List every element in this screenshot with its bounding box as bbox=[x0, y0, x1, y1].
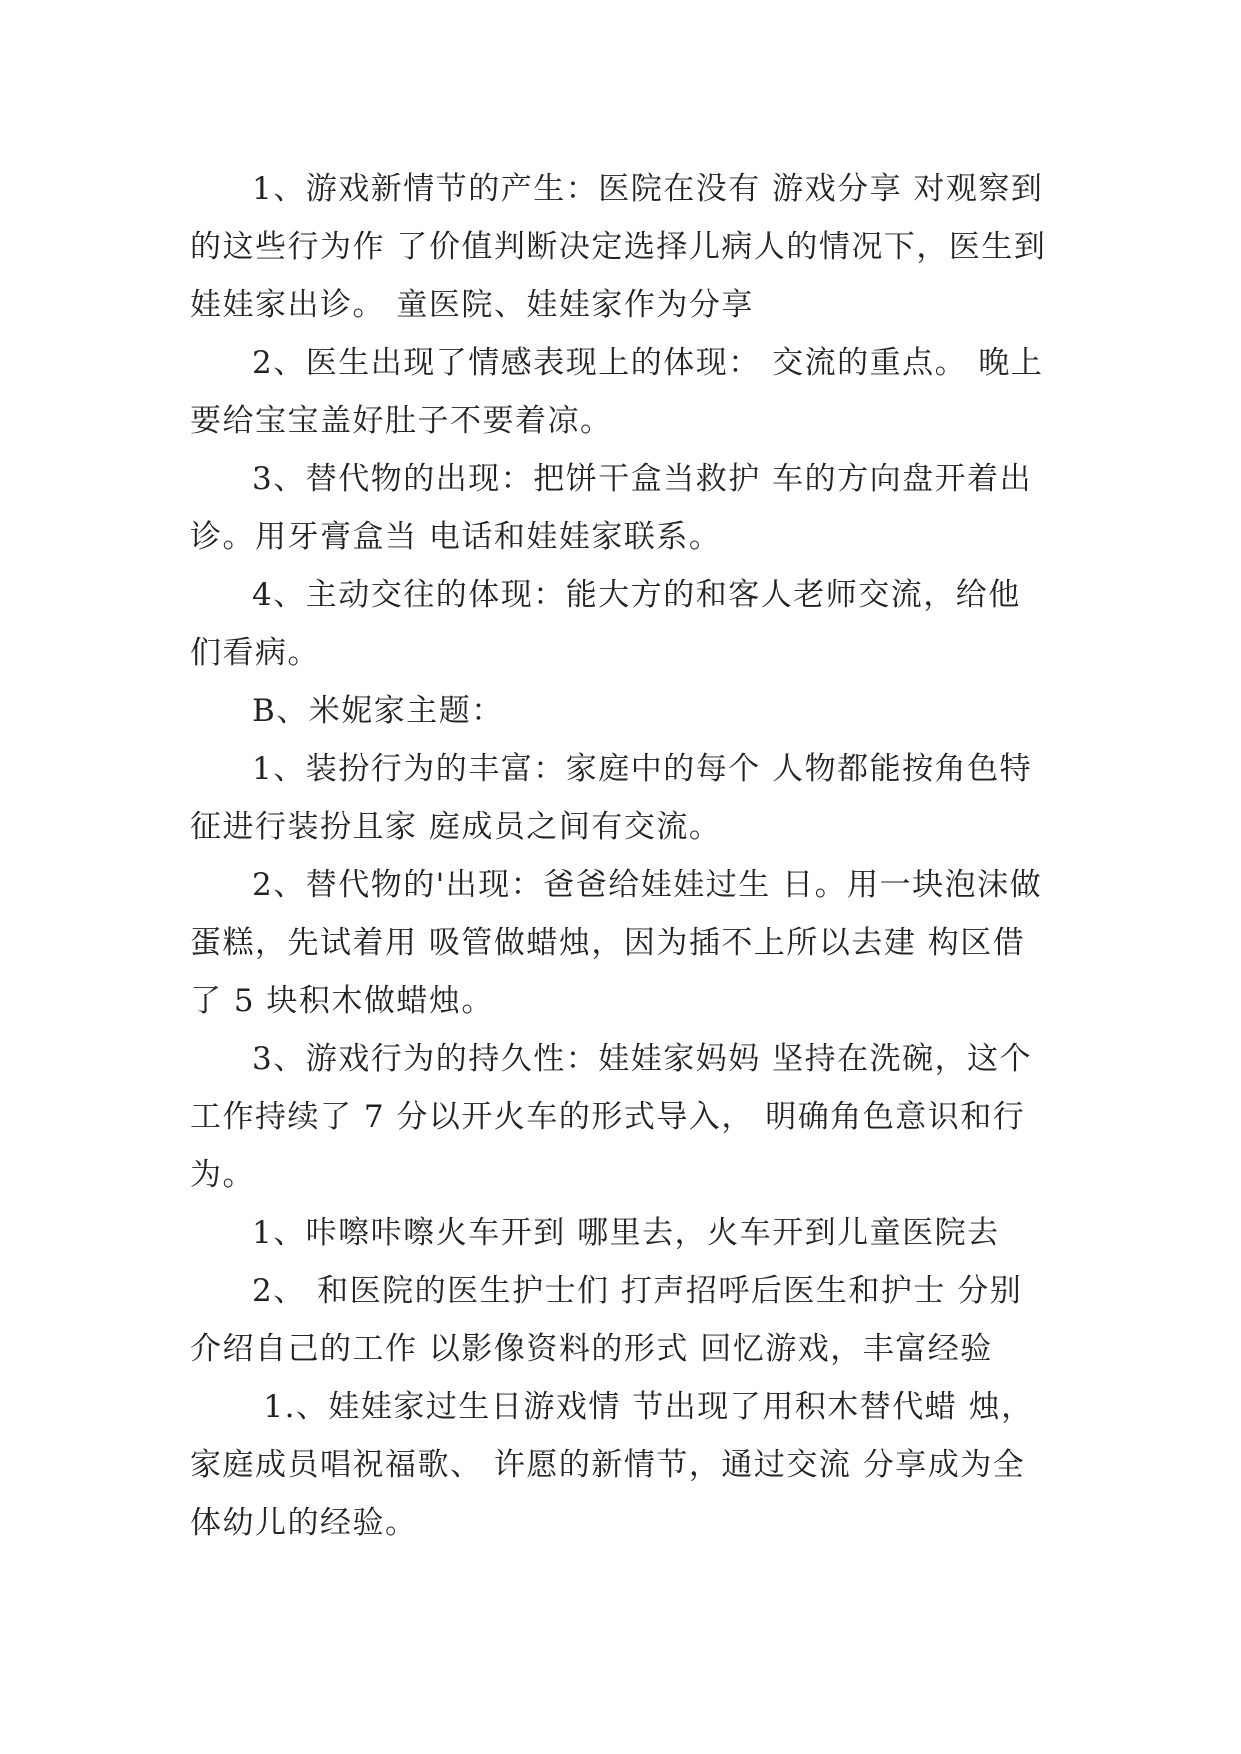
document-body bbox=[190, 160, 1050, 1552]
paragraph: 2、 和医院的医生护士们 打声招呼后医生和护士 分别介绍自己的工作 以影像资料的形式 回忆游戏，丰富经验 bbox=[190, 1273, 1023, 1367]
paragraph: B、米妮家主题： bbox=[252, 693, 504, 729]
paragraph: 3、游戏行为的持久性：娃娃家妈妈 坚持在洗碗，这个工作持续了 7 分以开火车的形式导入， 明确角色意识和行为。 bbox=[190, 1041, 1033, 1193]
paragraph: 1、装扮行为的丰富：家庭中的每个 人物都能按角色特征进行装扮且家 庭成员之间有交流。 bbox=[190, 751, 1033, 845]
paragraph: 4、主动交往的体现：能大方的和客人老师交流，给他们看病。 bbox=[190, 577, 1021, 671]
paragraph: 3、替代物的出现：把饼干盒当救护 车的方向盘开着出诊。用牙膏盒当 电话和娃娃家联系。 bbox=[190, 461, 1033, 555]
paragraph: 1.、娃娃家过生日游戏情 节出现了用积木替代蜡 烛，家庭成员唱祝福歌、 许愿的新情节，通过交流 分享成为全体幼儿的经验。 bbox=[190, 1389, 1034, 1541]
paragraph: 2、替代物的'出现：爸爸给娃娃过生 日。用一块泡沫做蛋糕，先试着用 吸管做蜡烛，因为插不上所以去建 构区借了 5 块积木做蜡烛。 bbox=[190, 867, 1043, 1019]
paragraph: 2、医生出现了情感表现上的体现： 交流的重点。 晚上要给宝宝盖好肚子不要着凉。 bbox=[190, 345, 1044, 439]
paragraph: 1、咔嚓咔嚓火车开到 哪里去，火车开到儿童医院去 bbox=[252, 1215, 1000, 1251]
paragraph: 1、游戏新情节的产生：医院在没有 游戏分享 对观察到的这些行为作 了价值判断决定选择儿病人的情况下，医生到娃娃家出诊。 童医院、娃娃家作为分享 bbox=[190, 171, 1047, 323]
